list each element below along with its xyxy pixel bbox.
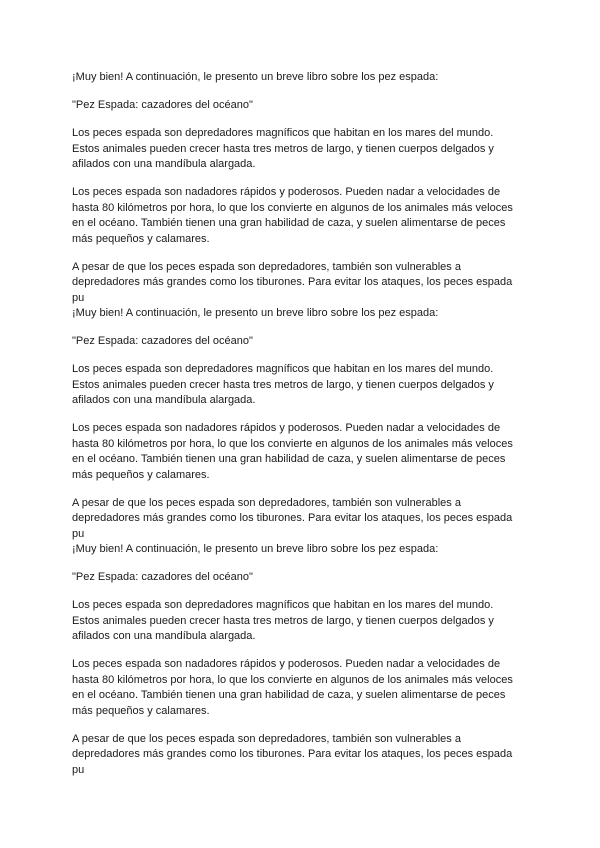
book-title: "Pez Espada: cazadores del océano" — [72, 335, 253, 347]
book-title: "Pez Espada: cazadores del océano" — [72, 571, 253, 583]
paragraph: A pesar de que los peces espada son depredadores, también son vulnerables a depredadores más grandes como los tiburones. Para evitar los ataques, los peces espada pu — [72, 260, 513, 304]
paragraph: Los peces espada son depredadores magníficos que habitan en los mares del mundo. Estos animales pueden crecer hasta tres metros de largo, y tienen cuerpos delgados y afilados con una mandíbula alargada. — [72, 363, 494, 406]
text-block-1 — [72, 70, 522, 306]
text-block-3 — [72, 542, 522, 778]
intro-line: ¡Muy bien! A continuación, le presento un breve libro sobre los pez espada: — [72, 71, 439, 83]
intro-line: ¡Muy bien! A continuación, le presento un breve libro sobre los pez espada: — [72, 307, 439, 319]
book-title: "Pez Espada: cazadores del océano" — [72, 99, 253, 111]
paragraph: A pesar de que los peces espada son depredadores, también son vulnerables a depredadores más grandes como los tiburones. Para evitar los ataques, los peces espada pu — [72, 496, 513, 540]
document-page — [72, 70, 522, 778]
paragraph: Los peces espada son depredadores magníficos que habitan en los mares del mundo. Estos animales pueden crecer hasta tres metros de largo, y tienen cuerpos delgados y afilados con una mandíbula alargada. — [72, 599, 494, 642]
paragraph: Los peces espada son nadadores rápidos y poderosos. Pueden nadar a velocidades de hasta 80 kilómetros por hora, lo que los convierte en algunos de los animales más veloces en el océano. También tienen una gran habilidad de caza, y suelen alimentarse de peces más pequeños y calamares. — [72, 186, 513, 245]
intro-line: ¡Muy bien! A continuación, le presento un breve libro sobre los pez espada: — [72, 543, 439, 555]
paragraph: Los peces espada son nadadores rápidos y poderosos. Pueden nadar a velocidades de hasta 80 kilómetros por hora, lo que los convierte en algunos de los animales más veloces en el océano. También tienen una gran habilidad de caza, y suelen alimentarse de peces más pequeños y calamares. — [72, 658, 513, 717]
paragraph: Los peces espada son nadadores rápidos y poderosos. Pueden nadar a velocidades de hasta 80 kilómetros por hora, lo que los convierte en algunos de los animales más veloces en el océano. También tienen una gran habilidad de caza, y suelen alimentarse de peces más pequeños y calamares. — [72, 422, 513, 481]
text-block-2 — [72, 306, 522, 542]
paragraph: A pesar de que los peces espada son depredadores, también son vulnerables a depredadores más grandes como los tiburones. Para evitar los ataques, los peces espada pu — [72, 732, 513, 776]
paragraph: Los peces espada son depredadores magníficos que habitan en los mares del mundo. Estos animales pueden crecer hasta tres metros de largo, y tienen cuerpos delgados y afilados con una mandíbula alargada. — [72, 127, 494, 170]
